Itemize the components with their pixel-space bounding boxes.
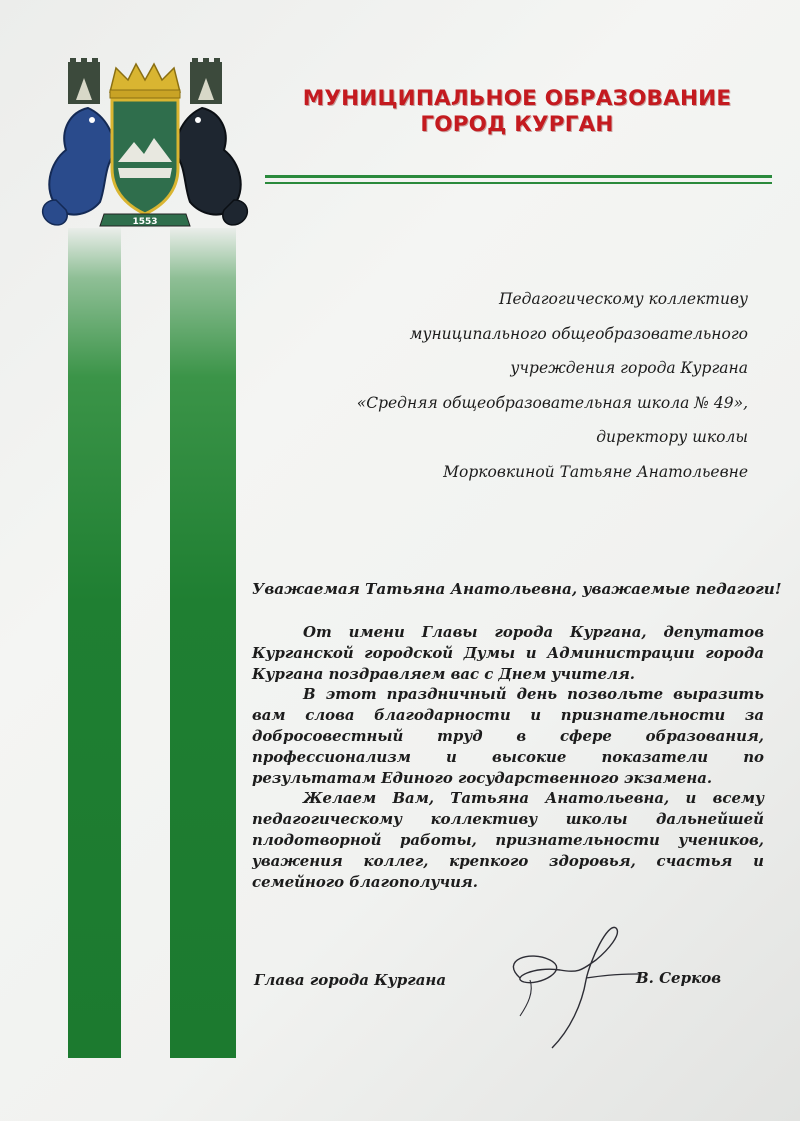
addressee-block — [248, 282, 748, 489]
signatory-title: Глава города Кургана — [254, 971, 447, 989]
addressee-line: муниципального общеобразовательного — [409, 324, 748, 343]
addressee-line: учреждения города Кургана — [510, 359, 748, 377]
kurgan-coat-of-arms-icon — [30, 50, 260, 235]
addressee-line: Морковкиной Татьяне Анатольевне — [443, 462, 748, 481]
letter-body — [252, 622, 764, 892]
coat-motto: 1553 — [132, 217, 158, 227]
signatory-name: В. Серков — [636, 969, 722, 987]
body-paragraph: Желаем Вам, Татьяна Анатольевна, и всему педагогическому коллективу школы дальнейшей плодотворной работы, признательности учеников, уважения коллег, крепкого здоровья, счастья и семейного благополучия. — [252, 789, 764, 891]
letterhead-title — [262, 86, 772, 138]
header-rule-bottom — [265, 182, 772, 184]
body-paragraph: От имени Главы города Кургана, депутатов Курганской городской Думы и Администрации города Кургана поздравляем вас с Днем учителя. — [252, 623, 764, 683]
body-paragraph: В этот праздничный день позвольте выразить вам слова благодарности и признательности за добросовестный труд в сфере образования, профессионализм и высокие показатели по результатам Единого государственного экзамена. — [252, 685, 764, 787]
letterhead-line-1: МУНИЦИПАЛЬНОЕ ОБРАЗОВАНИЕ — [302, 86, 732, 111]
addressee-line: «Средняя общеобразовательная школа № 49», — [356, 393, 748, 412]
addressee-line: директору школы — [596, 428, 748, 446]
header-rule-top — [265, 175, 772, 178]
green-stripe-right — [170, 228, 236, 1058]
letterhead-line-2: ГОРОД КУРГАН — [420, 112, 614, 137]
addressee-line: Педагогическому коллективу — [498, 290, 748, 308]
handwritten-signature — [490, 920, 650, 1055]
green-stripe-left — [68, 228, 121, 1058]
greeting: Уважаемая Татьяна Анатольевна, уважаемые педагоги! — [252, 580, 782, 598]
